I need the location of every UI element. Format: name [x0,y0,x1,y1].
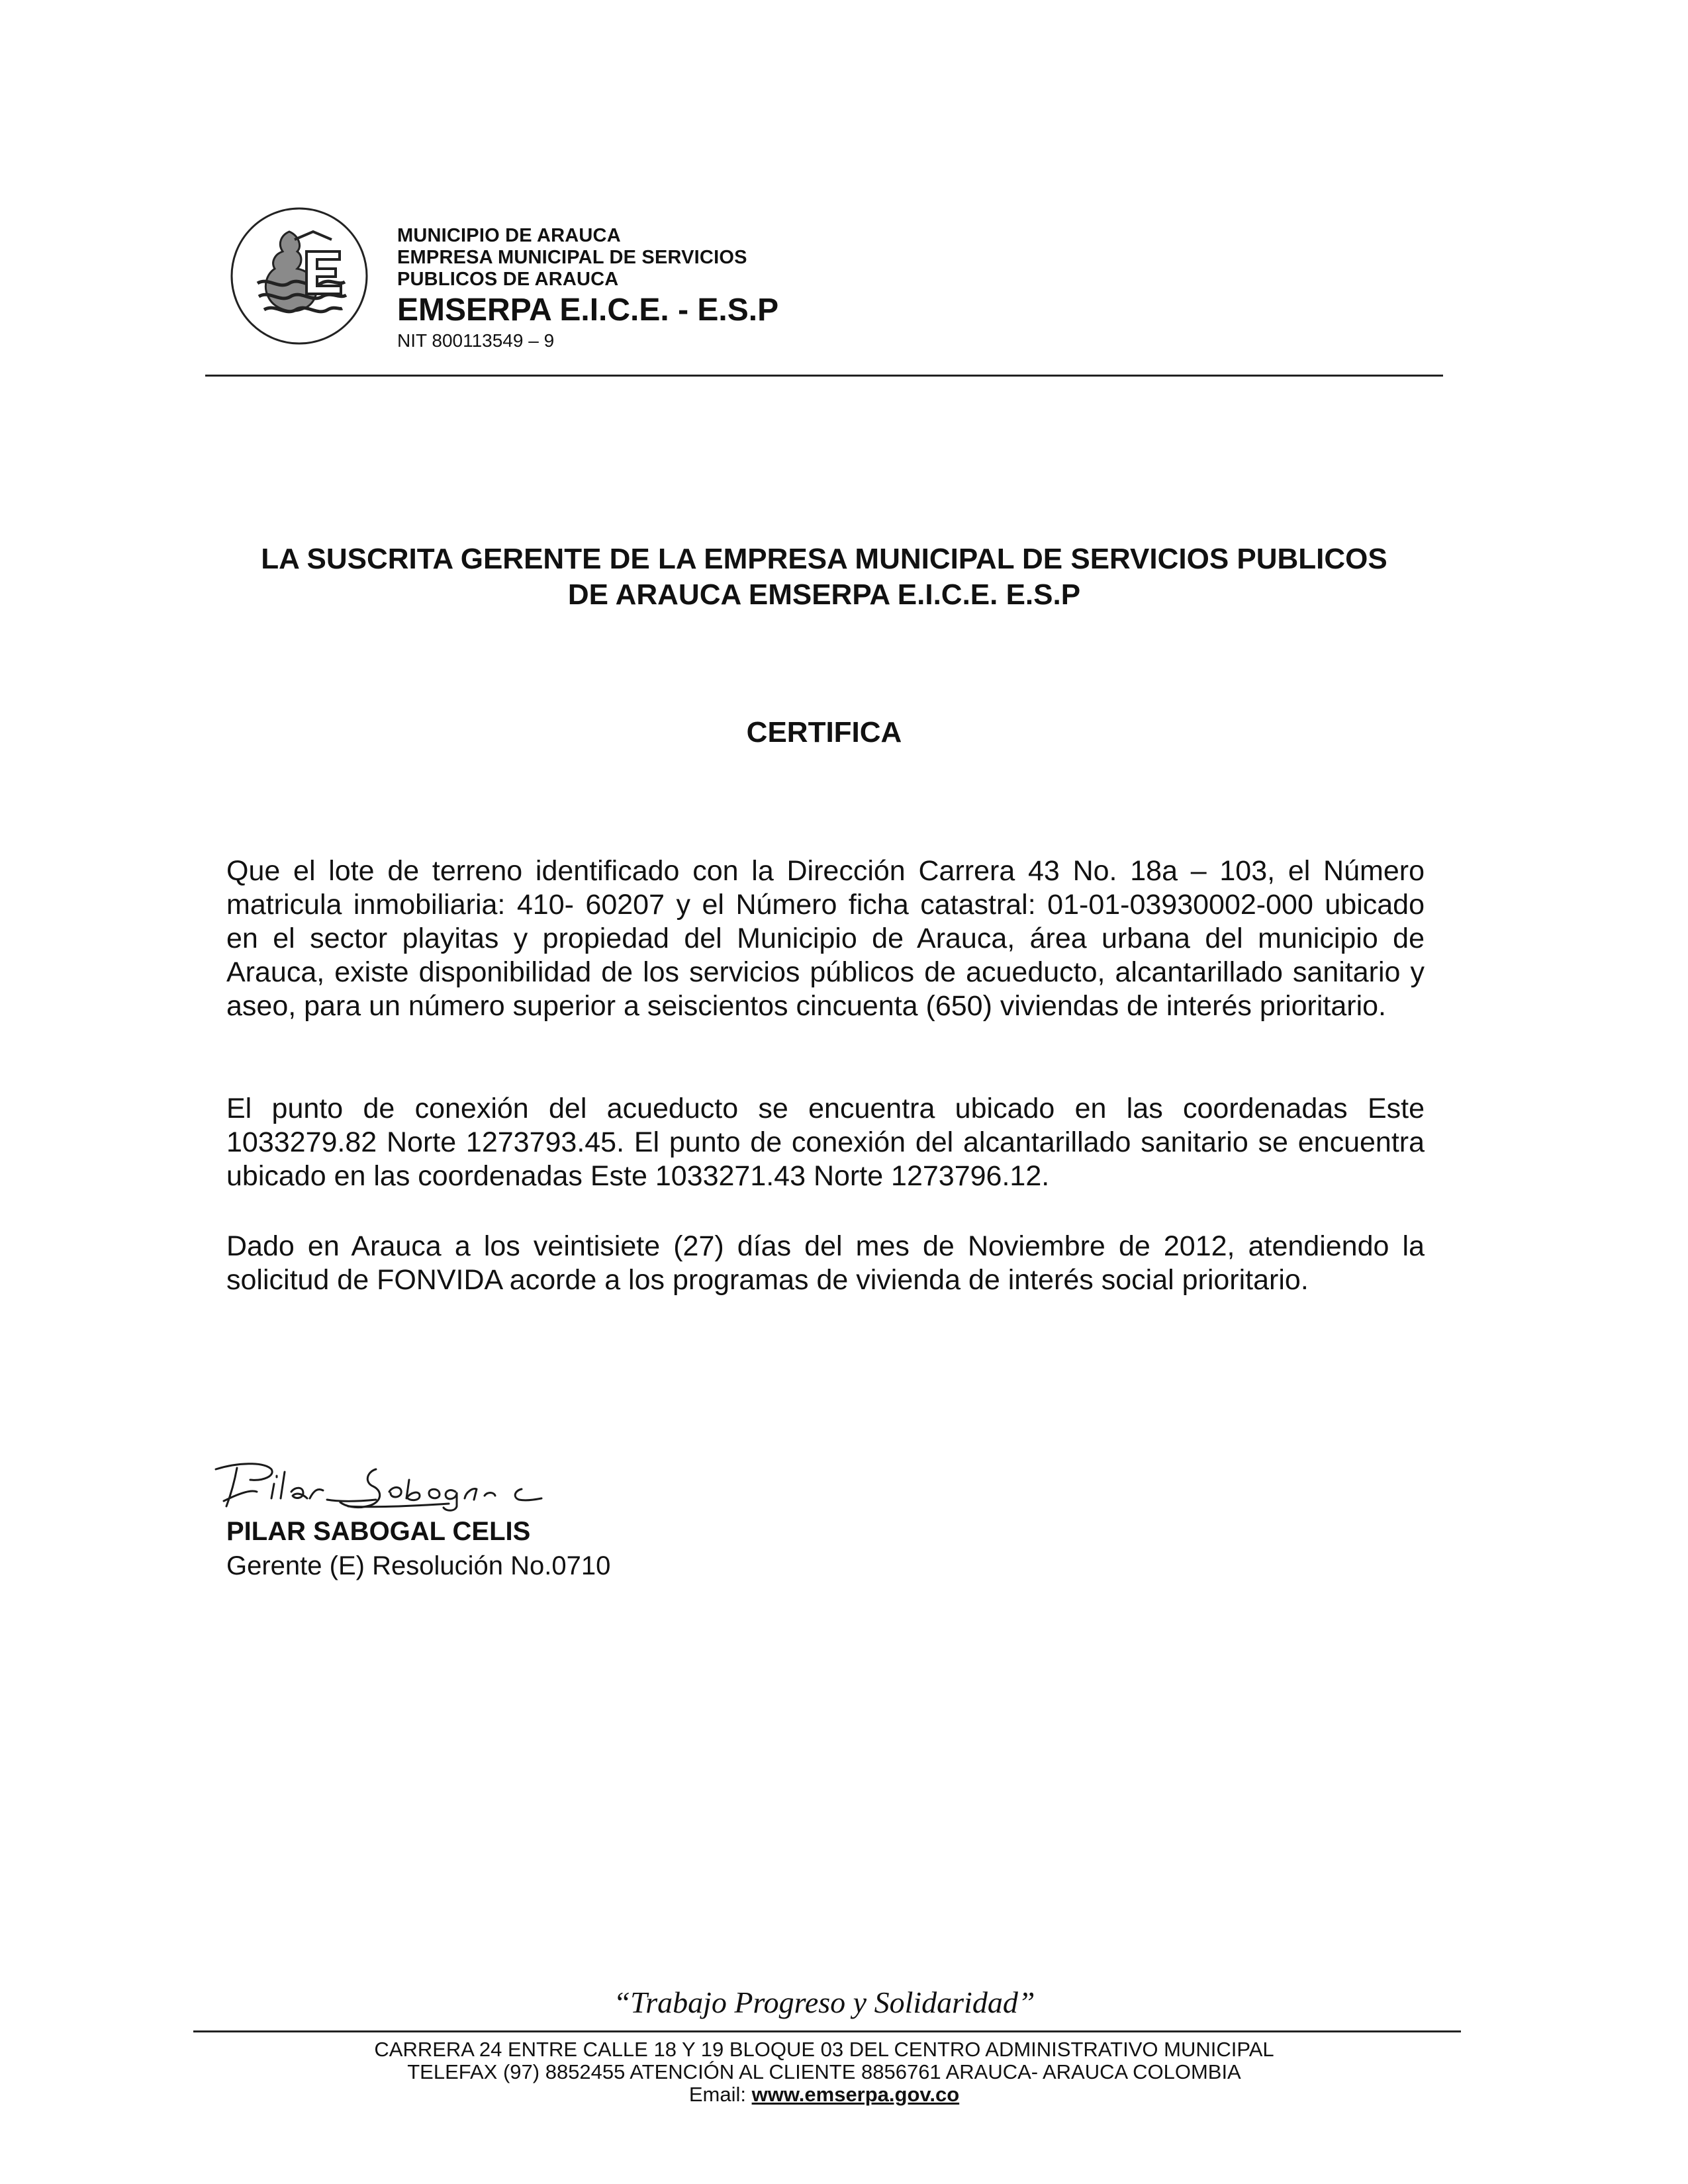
handwritten-signature [211,1443,608,1519]
motto: “Trabajo Progreso y Solidaridad” [613,1985,1035,2019]
footer-address: CARRERA 24 ENTRE CALLE 18 Y 19 BLOQUE 03 DEL CENTRO ADMINISTRATIVO MUNICIPAL [374,2038,1274,2061]
body-paragraph-1: Que el lote de terreno identificado con la Dirección Carrera 43 No. 18a – 103, el Número matricula inmobiliaria: 410- 60207 y el Número ficha catastral: 01-01-03930002-000 ubicado en el sector playitas y propiedad del Municipio de Arauca, área urbana del municipio de Arauca, existe disponibilidad de los servicios públicos de acueducto, alcantarillado sanitario y aseo, para un número superior a seiscientos cincuenta (650) viviendas de interés prioritario. [226,855,1425,1022]
municipality-name: MUNICIPIO DE ARAUCA [397,225,621,246]
certifica-title: CERTIFICA [746,716,902,749]
company-full-name-line1: EMPRESA MUNICIPAL DE SERVICIOS [397,247,747,268]
signer-role: Gerente (E) Resolución No.0710 [226,1551,611,1580]
nit-number: NIT 800113549 – 9 [397,330,555,351]
document-heading [199,541,1450,613]
company-name: EMSERPA E.I.C.E. - E.S.P [397,293,779,328]
footer-email [199,2083,1450,2106]
email-label: Email: [688,2083,752,2106]
header-divider [205,375,1443,377]
body-paragraph-3: Dado en Arauca a los veintisiete (27) días del mes de Noviembre de 2012, atendiendo la solicitud de FONVIDA acorde a los programas de vivienda de interés social prioritario. [226,1230,1425,1296]
letterhead [397,225,861,353]
emserpa-logo-icon [228,205,371,347]
footer [199,2038,1450,2106]
website-link[interactable]: www.emserpa.gov.co [751,2083,960,2106]
body-paragraph-2: El punto de conexión del acueducto se encuentra ubicado en las coordenadas Este 1033279.82 Norte 1273793.45. El punto de conexión del alcantarillado sanitario se encuentra ubicado en las coordenadas Este 1033271.43 Norte 1273796.12. [226,1093,1425,1192]
heading-line-1: LA SUSCRITA GERENTE DE LA EMPRESA MUNICIPAL DE SERVICIOS PUBLICOS [261,543,1387,575]
footer-divider [193,2030,1461,2032]
heading-line-2: DE ARAUCA EMSERPA E.I.C.E. E.S.P [567,578,1081,611]
company-full-name-line2: PUBLICOS DE ARAUCA [397,269,619,290]
footer-telefax: TELEFAX (97) 8852455 ATENCIÓN AL CLIENTE 8856761 ARAUCA- ARAUCA COLOMBIA [407,2060,1241,2083]
signer-name: PILAR SABOGAL CELIS [226,1517,531,1546]
